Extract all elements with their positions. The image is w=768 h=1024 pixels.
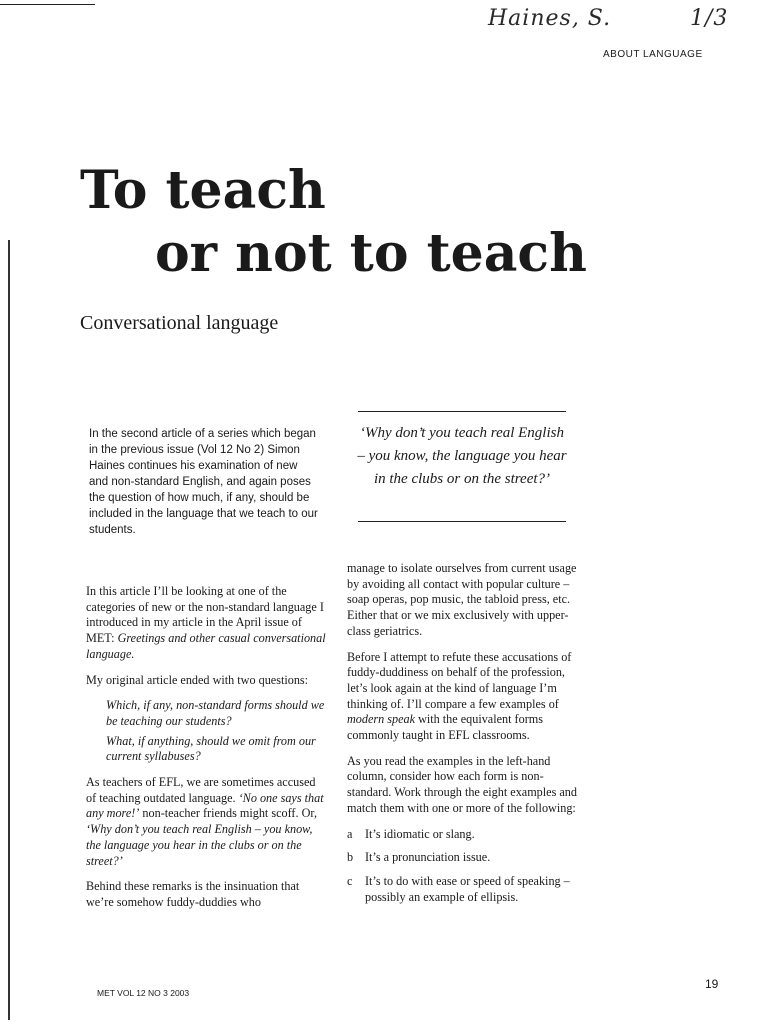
column-1 — [86, 584, 326, 921]
paragraph-4: Behind these remarks is the insinuation that we’re somehow fuddy-duddies who — [86, 879, 300, 909]
paragraph-5: manage to isolate ourselves from current usage by avoiding all contact with popular culture – soap operas, pop music, the tabloid press, etc. Either that or we mix exclusively with upper-class geriatrics. — [347, 561, 577, 638]
pull-quote-rule-bottom — [358, 521, 566, 522]
option-b: b It’s a pronunciation issue. — [347, 850, 491, 865]
paragraph-2: My original article ended with two questions: — [86, 672, 309, 687]
pull-quote: ‘Why don’t you teach real English – you know, the language you hear in the clubs or on the street?’ — [357, 425, 567, 487]
paragraph-6: Before I attempt to refute these accusations of fuddy-duddiness on behalf of the profession, let’s look again at the kind of language I’m thinking of. I’ll compare a few examples of modern speak with the equivalent forms commonly taught in EFL classrooms. — [347, 649, 572, 743]
title-line-2: or not to teach — [155, 223, 587, 284]
paragraph-3: As teachers of EFL, we are sometimes accused of teaching outdated language. ‘No one says that any more!’ non-teacher friends might scoff. Or, ‘Why don’t you teach real English – you know, the language you hear in the clubs or on the street?’ — [86, 775, 324, 868]
paragraph-7: As you read the examples in the left-hand column, consider how each form is non-standard. Work through the eight examples and match them with one or more of the following: — [347, 753, 577, 815]
question-2: What, if anything, should we omit from our current syllabuses? — [106, 733, 316, 764]
subtitle: Conversational language — [80, 312, 279, 334]
question-1: Which, if any, non-standard forms should we be teaching our students? — [106, 698, 325, 728]
scan-line — [0, 4, 95, 5]
paragraph-1: In this article I’ll be looking at one of the categories of new or the non-standard language I introduced in my article in the April issue of MET: Greetings and other casual conversational language. — [86, 584, 326, 661]
margin-line — [8, 240, 10, 1020]
option-a: a It’s idiomatic or slang. — [347, 826, 475, 841]
handwritten-author: Haines, S. — [488, 6, 612, 31]
footer-issue: MET VOL 12 NO 3 2003 — [97, 988, 190, 998]
handwritten-page-mark: 1/3 — [690, 6, 729, 31]
title-line-1: To teach — [80, 160, 326, 221]
option-c: c It’s to do with ease or speed of speaking – possibly an example of ellipsis. — [347, 873, 570, 904]
column-2 — [347, 561, 585, 913]
question-list — [86, 698, 326, 765]
section-label: ABOUT LANGUAGE — [603, 49, 703, 60]
pull-quote-rule-top — [358, 411, 566, 412]
page-number: 19 — [705, 977, 719, 991]
intro-standfirst: In the second article of a series which began in the previous issue (Vol 12 No 2) Simon Haines continues his examination of new and non-standard English, and again poses the question of how much, if any, should be included in the language that we teach to our students. — [89, 428, 318, 536]
